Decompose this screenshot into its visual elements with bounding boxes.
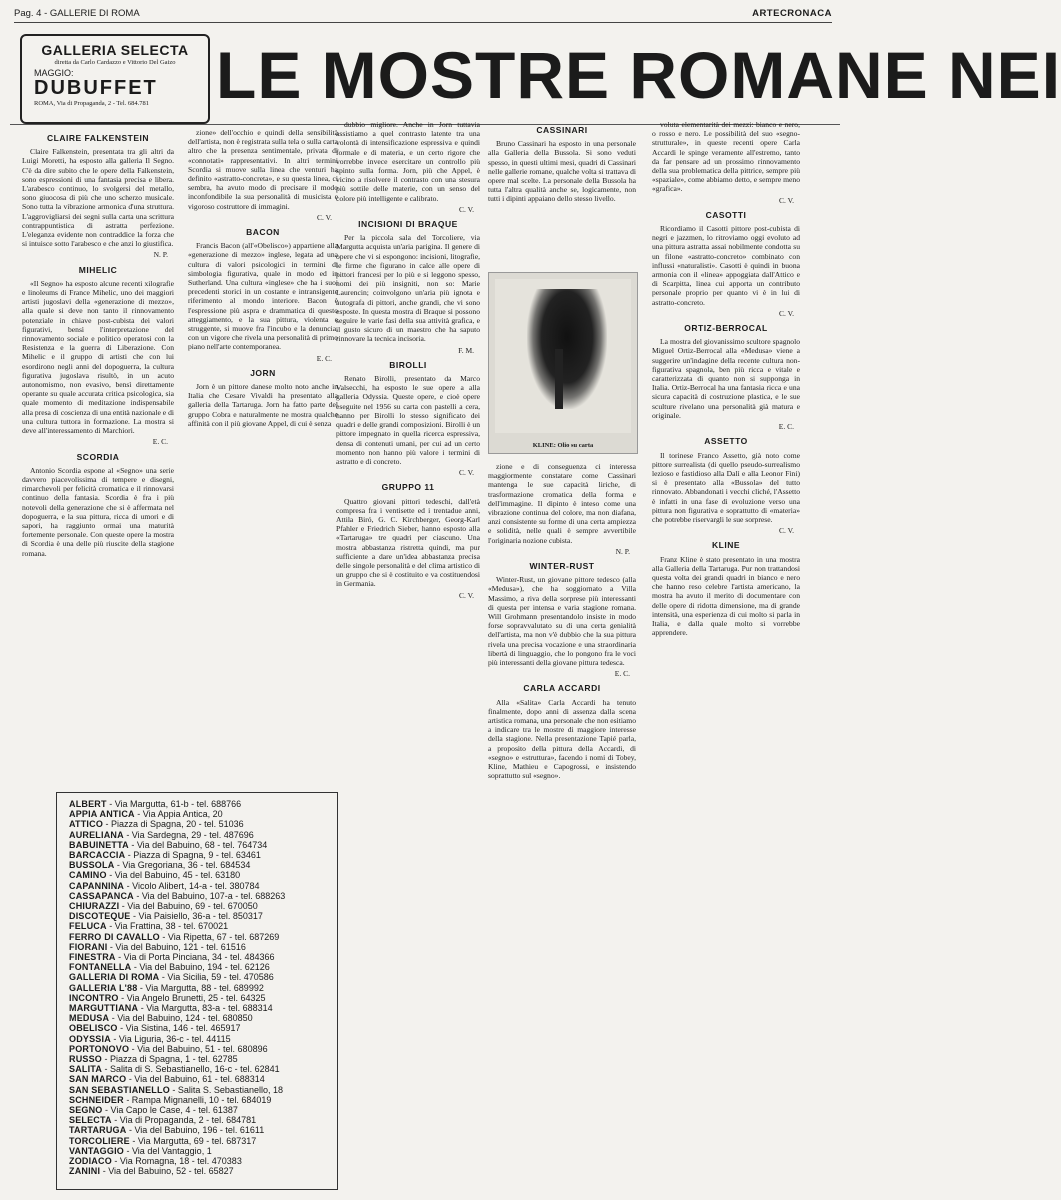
ad-gallery-name: GALLERIA SELECTA — [41, 42, 189, 58]
directory-gallery-address: - Via Liguria, 36-c - tel. 44115 — [110, 1033, 231, 1044]
directory-gallery-address: - Via Angelo Brunetti, 25 - tel. 64325 — [118, 992, 266, 1003]
directory-gallery-address: - Via del Vantaggio, 1 — [123, 1145, 212, 1156]
article-body: Il torinese Franco Assetto, già noto come pittore surrealista (di quello pseudo-surrealismo lezioso e fastidioso alla Dalì e alla Leonor Fini) si è presentato alla «Bussola» del tutto rinnovato. Abbandonati i vecchi cliché, l'Assetto è infatti in una fase di evoluzione verso una pittura non figurativa e soprattutto di «materia» che potrebbe riservargli le sue sorprese. — [652, 450, 800, 524]
article-body: Alla «Salita» Carla Accardi ha tenuto finalmente, dopo anni di assenza dalla scena artistica romana, una personale che non esitiamo a indicare tra le mostre di maggiore interesse della stagione. Nella presentazione Tapié parla, a proposito della pittura della Accardi, di «segno» e «struttura», facendo i nomi di Tobey, Kline, Mathieu e Capogrossi, e insistendo soprattutto sul «segno». — [488, 697, 636, 781]
directory-entry — [69, 1023, 241, 1033]
directory-gallery-name: VANTAGGIO — [69, 1145, 124, 1156]
directory-gallery-address: - Piazza di Spagna, 9 - tel. 63461 — [125, 850, 261, 860]
directory-gallery-name: FIORANI — [69, 941, 108, 952]
photo-caption: KLINE: Olio su carta — [532, 442, 594, 449]
article-signature: C. V. — [459, 590, 474, 600]
directory-gallery-address: - Via Frattina, 38 - tel. 670021 — [106, 921, 229, 932]
directory-gallery-name: BABUINETTA — [69, 839, 129, 850]
directory-entry — [69, 1044, 268, 1054]
directory-entry — [69, 901, 258, 911]
directory-entry — [69, 932, 279, 942]
column-2 — [188, 128, 338, 778]
artwork-stroke — [555, 349, 563, 409]
directory-entry — [69, 1085, 283, 1095]
column-4-bottom — [488, 462, 636, 1182]
ad-directors: diretta da Carlo Cardazzo e Vittorio Del Gaizo — [54, 59, 176, 66]
article-signature: E. C. — [152, 437, 168, 447]
directory-entry — [69, 1156, 242, 1166]
article-signature: C. V. — [779, 308, 794, 318]
article-body: Quattro giovani pittori tedeschi, dall'età compresa fra i ventisette ed i trentadue anni, Attila Biró, G. C. Kirchberger, Georg-Karl Pfahler e Friedrich Sieber, hanno esposto alla «Tartaruga» tre quadri per ciascuno. Una mostra abbastanza ristretta quindi, ma pur sufficiente a dare un'idea abbastanza precisa delle singole personalità e del clima artistico di un gruppo che si è costituito e va costituendosi in Germania. — [336, 496, 480, 589]
directory-entry — [69, 972, 274, 982]
directory-gallery-address: - Via Sardegna, 29 - tel. 487696 — [123, 829, 254, 840]
article-title: JORN — [250, 367, 276, 378]
column-5 — [652, 120, 800, 1190]
directory-gallery-name: SCHNEIDER — [69, 1094, 124, 1105]
directory-gallery-address: - Via di Propaganda, 2 - tel. 684781 — [111, 1115, 257, 1126]
directory-entry — [69, 993, 266, 1003]
article-body: Per la piccola sala del Torcoliere, via Margutta acquista un'aria parigina. Il genere di opere che vi si espongono: incisioni, litografie, le firme che figurano in calce alle opere di pittori francesi per lo più e si leggono spesso, nomi dei più insigniti, non so: Marie Laurencin; coinvolgono un'aria più ignota e autografa di pittori, anche grandi, che vi sono esposte. In questa mostra di Braque si possono seguire le varie fasi della sua attività grafica, e il gusto sicuro di un maestro che ha saputo rinnovare la tecnica incisoria. — [336, 233, 480, 344]
directory-entry — [69, 840, 267, 850]
directory-gallery-address: - Via del Babuino, 61 - tel. 688314 — [126, 1074, 265, 1085]
directory-gallery-address: - Via del Babuino, 68 - tel. 764734 — [128, 839, 268, 850]
article-body: zione» dell'occhio e quindi della sensibilità dell'artista, non è registrata sulla tela o sulla carta altro che la presenza sentimentale, privata di «connotati» rappresentativi. In altri termini Scordia si muove sulla linea che venturi ha definito «astratto-concreta», e su questa linea, ci sembra, ha avuto modo di precisare il modo inconfondibile la sua personalità di musicista e vigoroso costruttore di immagini. — [188, 128, 338, 211]
article-title: KLINE — [712, 540, 740, 551]
directory-gallery-name: AURELIANA — [69, 829, 124, 840]
directory-gallery-address: - Via del Babuino, 52 - tel. 65827 — [100, 1166, 234, 1177]
directory-gallery-address: - Rampa Mignanelli, 10 - tel. 684019 — [123, 1094, 272, 1105]
directory-gallery-address: - Via Sicilia, 59 - tel. 470586 — [159, 972, 274, 983]
ad-address: ROMA, Via di Propaganda, 2 - Tel. 684.781 — [34, 100, 150, 107]
article-signature: N. P. — [153, 250, 168, 260]
directory-gallery-name: FINESTRA — [69, 952, 116, 962]
article-body: La mostra del giovanissimo scultore spagnolo Miguel Ortiz-Berrocal alla «Medusa» viene a suggerire un'indagine della recente cultura non-figurativa spagnola, ben più ricca e vitale e caratterizzata di quanto non si supponga in Italia. Ortiz-Berrocal ha una fantasia ricca e una sicura capacità di costruzione plastica, e le sue sculture rivelano una personalità già matura e originale. — [652, 337, 800, 420]
directory-gallery-name: GALLERIA L'88 — [69, 982, 138, 993]
directory-gallery-address: - Via Paisiello, 36-a - tel. 850317 — [130, 911, 263, 922]
article-title: MIHELIC — [78, 264, 118, 275]
directory-gallery-address: - Via del Babuino, 69 - tel. 670050 — [119, 901, 258, 911]
directory-gallery-name: APPIA ANTICA — [69, 809, 135, 820]
directory-gallery-name: SALITA — [69, 1064, 103, 1075]
article-signature: N. P. — [615, 546, 630, 556]
directory-entry — [69, 830, 254, 840]
directory-entry — [69, 1115, 256, 1125]
directory-entry — [69, 983, 264, 993]
directory-gallery-address: - Via Ripetta, 67 - tel. 687269 — [159, 931, 280, 942]
publication-name: ARTECRONACA — [752, 8, 832, 19]
article-title: ORTIZ-BERROCAL — [684, 323, 768, 334]
article-signature: F. M. — [458, 345, 474, 355]
article-body: Claire Falkenstein, presentata tra gli altri da Luigi Moretti, ha esposto alla galleria Il Segno. C'è da dire subito che le opere della Falkenstein, sono espressioni di una fantasia precisa e libera. L'arabesco continuo, lo svolgersi del metallo, sono giuocosa di più che uno scherzo musicale. Sono tutta la vibrazione armonica d'una struttura. L'aggrovigliarsi dei segni sulla carta una scrittura contrappuntistica di astratta perfezione. L'eleganza evidente non contraddice la forza che si intuisce sotto l'arabesco e che anzi lo giustifica. — [22, 147, 174, 249]
directory-gallery-address: - Via del Babuino, 45 - tel. 63180 — [106, 870, 241, 881]
directory-gallery-address: - Via del Babuino, 196 - tel. 61611 — [126, 1125, 265, 1136]
directory-gallery-name: GALLERIA DI ROMA — [69, 972, 160, 983]
directory-entry — [69, 860, 250, 870]
directory-entry — [69, 952, 275, 962]
artwork-photo — [488, 272, 638, 454]
page-headline: LE MOSTRE ROMANE NEI — [216, 38, 1061, 112]
directory-gallery-name: FONTANELLA — [69, 962, 132, 973]
gallery-advertisement — [20, 34, 210, 124]
directory-gallery-name: ATTICO — [69, 819, 104, 830]
directory-gallery-address: - Via Margutta, 88 - tel. 689992 — [137, 982, 264, 993]
article-title: BACON — [246, 227, 280, 238]
directory-gallery-address: - Via Capo le Case, 4 - tel. 61387 — [102, 1105, 238, 1115]
directory-gallery-name: CHIURAZZI — [69, 901, 120, 911]
article-title: GRUPPO 11 — [381, 482, 435, 493]
directory-gallery-address: - Via Margutta, 61-b - tel. 688766 — [106, 799, 242, 809]
directory-gallery-name: BARCACCIA — [69, 850, 126, 860]
directory-gallery-address: - Via Appia Antica, 20 — [134, 809, 223, 820]
directory-entry — [69, 1034, 231, 1044]
directory-gallery-name: ZODIACO — [69, 1156, 112, 1166]
directory-gallery-address: - Salita di S. Sebastianello, 16-c - tel. 62841 — [102, 1064, 280, 1075]
article-body: Bruno Cassinari ha esposto in una personale alla Galleria della Bussola. Si sono veduti spesso, in questi ultimi mesi, quadri di Cassinari nelle gallerie romane, qualche volta si trattava di opere mal scelte. La personale della Bussola ha tutta l'altra qualità anche se, logicamente, non tutti i dipinti appaiano dello stesso livello. — [488, 139, 637, 204]
article-signature: E. C. — [316, 353, 332, 363]
article-body: Jorn è un pittore danese molto noto anche in Italia che Cesare Vivaldi ha presentato alla galleria della Tartaruga. Jorn ha fatto parte del gruppo Cobra e naturalmente ne mostra qualche affinità con il più giovane Appel, di cui è senza — [188, 382, 338, 428]
article-body: Renato Birolli, presentato da Marco Valsecchi, ha esposto le sue opere a alla galleria Odyssia. Queste opere, e cioè opere eseguite nel 1956 su carta con pastelli a cera, hanno per Birolli lo stesso significato dei quadri e delle grandi composizioni. Birolli è un pittore impegnato in quella ricerca espressiva, densa di contenuti umani, per cui ad un certo momento non hanno più valore i termini di astratto e di concreto. — [336, 374, 480, 466]
directory-gallery-name: CAMINO — [69, 870, 107, 881]
directory-entry — [69, 1003, 273, 1013]
directory-gallery-name: CAPANNINA — [69, 880, 125, 891]
directory-gallery-address: - Via Margutta, 83-a - tel. 688314 — [138, 1003, 273, 1013]
directory-gallery-name: RUSSO — [69, 1054, 103, 1064]
directory-gallery-address: - Vicolo Alibert, 14-a - tel. 380784 — [124, 880, 260, 891]
directory-entry — [69, 942, 246, 952]
article-body: Antonio Scordia espone al «Segno» una serie davvero piacevolissima di tempere e disegni, rimarchevoli per felicità cromatica e il rinnovarsi continuo della fantasia. Scordia è fra i più notevoli della generazione che si è affermata nel dopoguerra, e la sua pittura, ricca di umori e di sapori, ha raggiunto ormai una maturità fortemente personale. Con queste opere la mostra di Scordia è una delle più riuscite della stagione romana. — [22, 465, 174, 558]
directory-entry — [69, 1166, 234, 1176]
directory-gallery-address: - Piazza di Spagna, 1 - tel. 62785 — [102, 1054, 238, 1064]
directory-entry — [69, 1136, 256, 1146]
directory-entry — [69, 881, 260, 891]
page-header — [14, 6, 832, 23]
directory-gallery-name: MEDUSA — [69, 1013, 110, 1024]
article-title: CLAIRE FALKENSTEIN — [46, 133, 150, 143]
directory-entry — [69, 809, 223, 819]
directory-entry — [69, 921, 228, 931]
article-body: dubbio migliore. Anche in Jorn tuttavia assistiamo a quel contrasto latente tra una volontà di intensificazione espressiva e quindi formale e di materia, e un certo rigore che vorrebbe invece esercitare un controllo più spinto sulla forma. Jorn, più che Appel, è vicino a risolvere il contrasto con una stesura più sottile delle materie, con un senso del colore più intelligente e calibrato. — [336, 120, 480, 203]
article-body: «Il Segno» ha esposto alcune recenti xilografie e linoleums di France Mihelic, uno dei maggiori artisti jugoslavi della «generazione di mezzo», alla quale si deve non tanto il rinnovamento potenziale in chiave post-cubista dei valori figurativi, bensì l'interpretazione del rinnovamento sociale e politico operatosi con la Resistenza e la guerra di Liberazione. Con Mihelic e il gruppo di artisti che con lui esordirono negli anni del dopoguerra, la cultura figurativa jugoslava risultò, in un acuto autonomismo, non evasivo, bensì direttamente operante su quale accurata critica psicologica, sia quale momento di meditazione indispensabile alla presa di coscienza di una entità nazionale e di una cultura tuttora in formazione. La mostra si deve all'interessamento di Marchiori. — [22, 278, 174, 436]
directory-gallery-address: - Via del Babuino, 107-a - tel. 688263 — [133, 890, 286, 901]
article-title: CARLA ACCARDI — [523, 683, 601, 694]
directory-entry — [69, 1125, 264, 1135]
directory-gallery-name: ZANINI — [69, 1166, 101, 1177]
directory-entry — [69, 962, 270, 972]
directory-gallery-address: - Via Margutta, 69 - tel. 687317 — [129, 1135, 257, 1146]
directory-gallery-name: TORCOLIERE — [69, 1135, 130, 1146]
directory-gallery-name: CASSAPANCA — [69, 890, 134, 901]
directory-gallery-name: SELECTA — [69, 1115, 112, 1126]
directory-gallery-name: MARGUTTIANA — [69, 1003, 139, 1013]
column-1 — [22, 128, 174, 778]
directory-gallery-name: DISCOTEQUE — [69, 911, 131, 922]
article-signature: C. V. — [459, 468, 474, 478]
article-title: BIROLLI — [389, 359, 427, 370]
directory-entry — [69, 850, 261, 860]
directory-gallery-address: - Via del Babuino, 124 - tel. 680850 — [109, 1013, 253, 1024]
directory-gallery-name: BUSSOLA — [69, 860, 115, 871]
directory-gallery-address: - Piazza di Spagna, 20 - tel. 51036 — [103, 819, 244, 830]
ad-month: MAGGIO: — [34, 68, 74, 78]
article-body: voluta elementarità dei mezzi: bianco e nero, o rosso e nero. Le possibilità del suo «segno-strutturale», in queste recenti opere Carla Accardi le spinge veramente all'estremo, tanto da far pensare ad un prossimo rinnovamento della sua problematica della pittrice, sempre più «spaziale», come abbiamo detto, e sempre meno «grafica». — [652, 120, 800, 194]
article-signature: C. V. — [317, 212, 332, 222]
article-body: Franz Kline è stato presentato in una mostra alla Galleria della Tartaruga. Pur non trattandosi questa volta dei grandi quadri in bianco e nero che hanno reso celebre l'artista americano, la mostra ha avuto il merito di documentare con delle opere di ridotta dimensione, ma di grande intensità, una esperienza di cui molto si parla in Italia, e dalla quale molto si vorrebbe apprendere. — [652, 554, 800, 638]
directory-gallery-address: - Via Gregoriana, 36 - tel. 684534 — [114, 860, 251, 871]
directory-entry — [69, 1105, 238, 1115]
directory-entry — [69, 891, 285, 901]
directory-gallery-name: FERRO DI CAVALLO — [69, 931, 160, 942]
directory-gallery-name: INCONTRO — [69, 992, 119, 1003]
gallery-directory — [56, 792, 338, 1190]
directory-gallery-address: - Via del Babuino, 194 - tel. 62126 — [131, 962, 270, 973]
directory-entry — [69, 1074, 265, 1084]
directory-gallery-address: - Via del Babuino, 51 - tel. 680896 — [129, 1043, 268, 1054]
directory-entry — [69, 1013, 253, 1023]
directory-gallery-address: - Via Romagna, 18 - tel. 470383 — [111, 1156, 242, 1166]
article-signature: C. V. — [779, 526, 794, 536]
directory-entry — [69, 1095, 271, 1105]
column-3 — [336, 120, 480, 1190]
article-signature: C. V. — [459, 204, 474, 214]
article-title: CASOTTI — [705, 209, 747, 220]
page-number-label: Pag. 4 - GALLERIE DI ROMA — [14, 8, 140, 19]
article-signature: C. V. — [779, 195, 794, 205]
article-body: Francis Bacon (all'«Obelisco») appartiene alla «generazione di mezzo» inglese, legata ad una cultura di valori psicologici in termini di simbologia figurativa, quale in modo ed in Sutherland. Una cultura «inglese» che ha i suoi precedenti storici in un costante e intransigente riferimento al mondo interiore. Bacon è l'espressione più aspra e drammatica di questo atteggiamento, e la sua pittura, violenta e struggente, si muove fra l'incubo e la denuncia, con un vigore che rivela una personalità di primo piano nell'arte contemporanea. — [188, 241, 338, 352]
article-title: ASSETTO — [704, 436, 748, 447]
article-title: WINTER-RUST — [529, 561, 595, 572]
article-body: Ricordiamo il Casotti pittore post-cubista di negri e jazzmen, lo ritroviamo oggi evoluto ad una pittura astratta assai nobilmente condotta su un filone «astratto-concreto» combinato con influssi «naturalisti». Casotti è quindi in buona armonia con il «linea» appoggiata dall'Attico e di Scarpitta, linea cui apporta un contributo personale proprio per quanto vi è in lui di astratto-concreto. — [652, 224, 800, 307]
ad-artist: DUBUFFET — [34, 77, 158, 99]
article-signature: E. C. — [778, 422, 794, 432]
directory-gallery-name: TARTARUGA — [69, 1125, 127, 1136]
directory-entry — [69, 911, 263, 921]
directory-entry — [69, 870, 240, 880]
directory-entry — [69, 799, 241, 809]
directory-entry — [69, 819, 244, 829]
article-title: SCORDIA — [76, 451, 120, 462]
artwork-shape — [527, 289, 607, 409]
directory-gallery-address: - Via del Babuino, 121 - tel. 61516 — [107, 941, 246, 952]
article-body: zione e di conseguenza ci interessa maggiormente constatare come Cassinari mantenga le sue capacità liriche, di trasformazione cromatica della forma e dell'immagine. Il dipinto è inteso come una vibrazione continua del colore, ma non diafana, anzi consistente su forme di una certa ampiezza e solidità, nelle quali è sempre avvertibile l'originaria nozione cubista. — [488, 462, 636, 545]
article-title: CASSINARI — [536, 125, 588, 135]
directory-gallery-name: ODYSSIA — [69, 1033, 111, 1044]
directory-gallery-name: SAN SEBASTIANELLO — [69, 1084, 170, 1095]
directory-entry — [69, 1146, 212, 1156]
directory-gallery-name: SAN MARCO — [69, 1074, 127, 1085]
article-body: Winter-Rust, un giovane pittore tedesco (alla «Medusa»), che ha soggiornato a Villa Massimo, a riva della sorprese più interessanti di questa per intensa e varia stagione romana. Will Grohmann presentandolo insiste in modo forse sopravvalutato su di una certa genialità dell'artista, ma non v'è dubbio che la sua pittura rivela una precisa vocazione e una straordinaria libertà di linguaggio, che lo pongono fra le voci più interessanti della giovane pittura tedesca. — [488, 575, 636, 668]
directory-gallery-name: ALBERT — [69, 799, 107, 809]
directory-gallery-name: SEGNO — [69, 1105, 103, 1115]
directory-gallery-address: - Via di Porta Pinciana, 34 - tel. 484366 — [115, 952, 275, 962]
directory-entry — [69, 1064, 280, 1074]
article-title: INCISIONI DI BRAQUE — [358, 219, 458, 230]
directory-gallery-name: PORTONOVO — [69, 1043, 130, 1054]
artwork-image — [495, 279, 631, 433]
directory-gallery-name: FELUCA — [69, 921, 107, 932]
directory-gallery-address: - Salita S. Sebastianello, 18 — [169, 1084, 283, 1095]
directory-gallery-name: OBELISCO — [69, 1023, 118, 1034]
article-signature: E. C. — [614, 669, 630, 679]
directory-gallery-address: - Via Sistina, 146 - tel. 465917 — [117, 1023, 241, 1034]
directory-entry — [69, 1054, 238, 1064]
